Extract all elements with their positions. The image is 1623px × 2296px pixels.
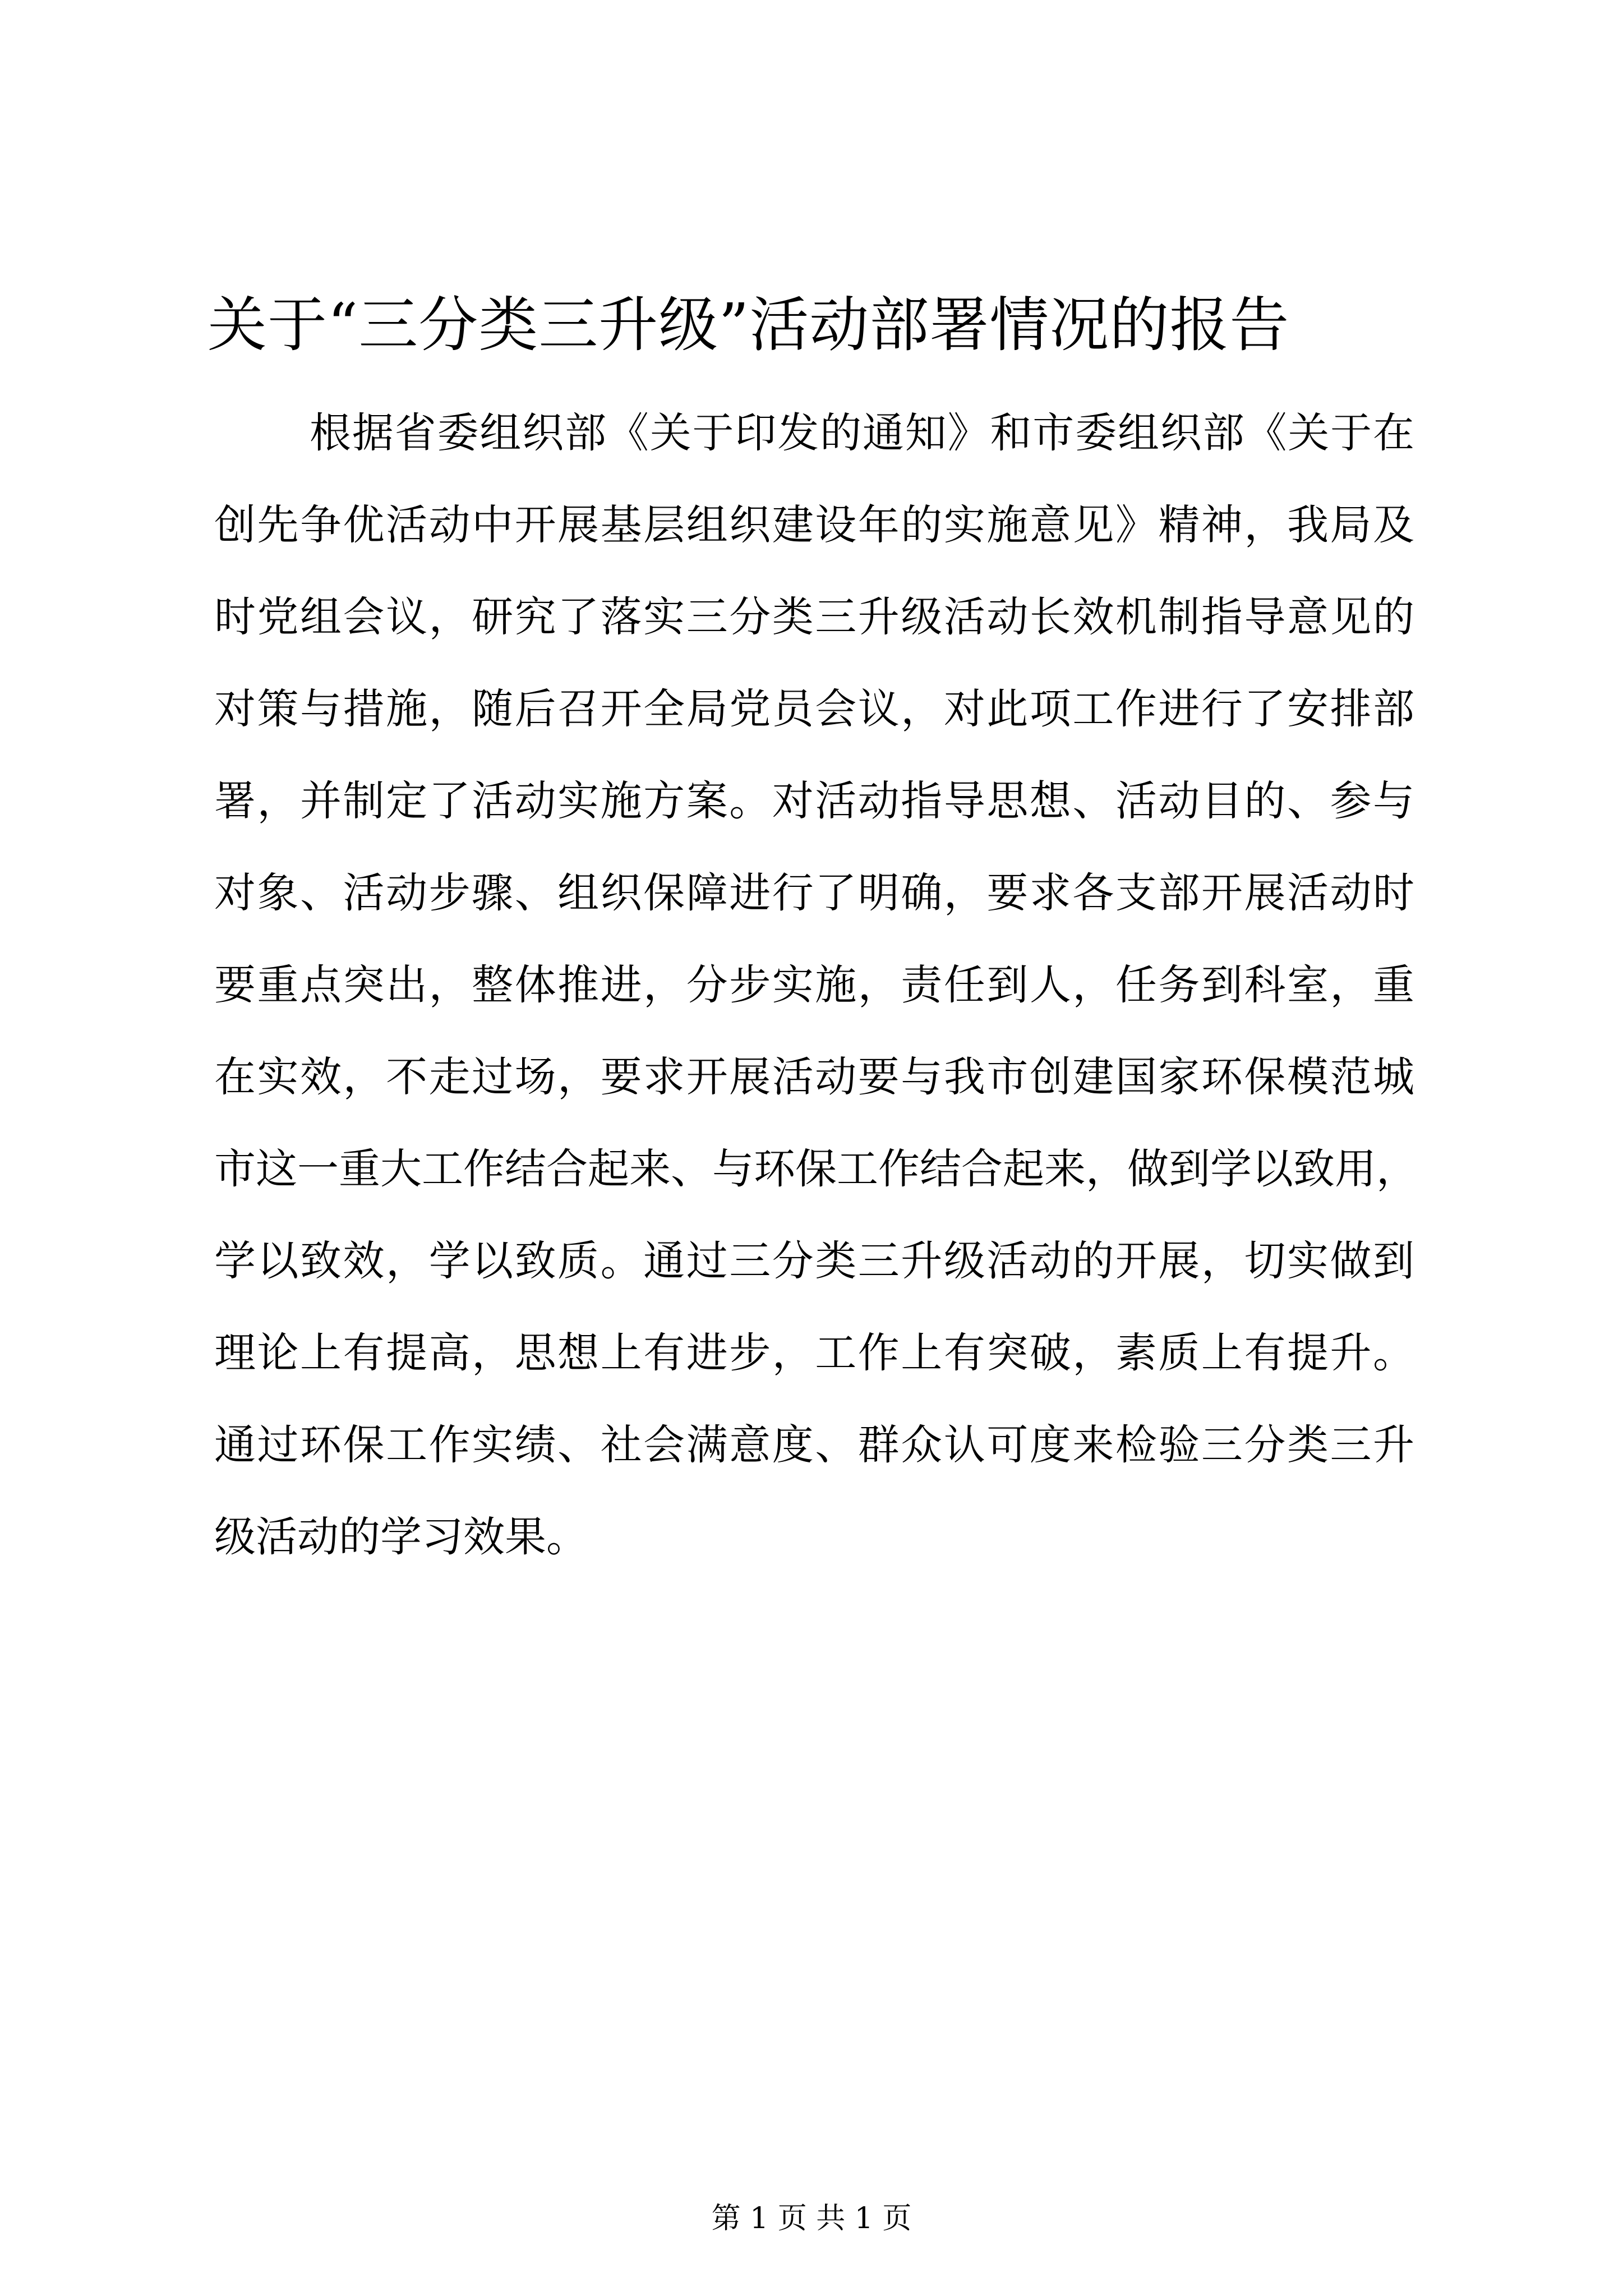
- body-line: 署，并制定了活动实施方案。对活动指导思想、活动目的、参与: [214, 777, 1414, 825]
- body-line: 对象、活动步骤、组织保障进行了明确，要求各支部开展活动时: [214, 869, 1414, 917]
- document-title: 关于“三分类三升级”活动部署情况的报告: [208, 291, 1290, 360]
- body-line: 根据省委组织部《关于印发的通知》和市委组织部《关于在: [310, 409, 1414, 457]
- body-line: 时党组会议，研究了落实三分类三升级活动长效机制指导意见的: [214, 593, 1414, 641]
- page-number-footer: 第 1 页 共 1 页: [711, 2202, 912, 2235]
- body-line: 学以致效，学以致质。通过三分类三升级活动的开展，切实做到: [214, 1237, 1414, 1285]
- body-line: 要重点突出，整体推进，分步实施，责任到人，任务到科室，重: [214, 961, 1414, 1009]
- body-line: 市这一重大工作结合起来、与环保工作结合起来，做到学以致用，: [214, 1145, 1418, 1193]
- body-line: 级活动的学习效果。: [214, 1513, 588, 1561]
- body-line: 在实效，不走过场，要求开展活动要与我市创建国家环保模范城: [214, 1053, 1414, 1101]
- body-line: 对策与措施，随后召开全局党员会议，对此项工作进行了安排部: [214, 685, 1414, 733]
- body-line: 创先争优活动中开展基层组织建设年的实施意见》精神，我局及: [214, 501, 1414, 549]
- document-body: [214, 387, 1418, 1583]
- body-line: 通过环保工作实绩、社会满意度、群众认可度来检验三分类三升: [214, 1421, 1414, 1469]
- body-line: 理论上有提高，思想上有进步，工作上有突破，素质上有提升。: [214, 1329, 1414, 1377]
